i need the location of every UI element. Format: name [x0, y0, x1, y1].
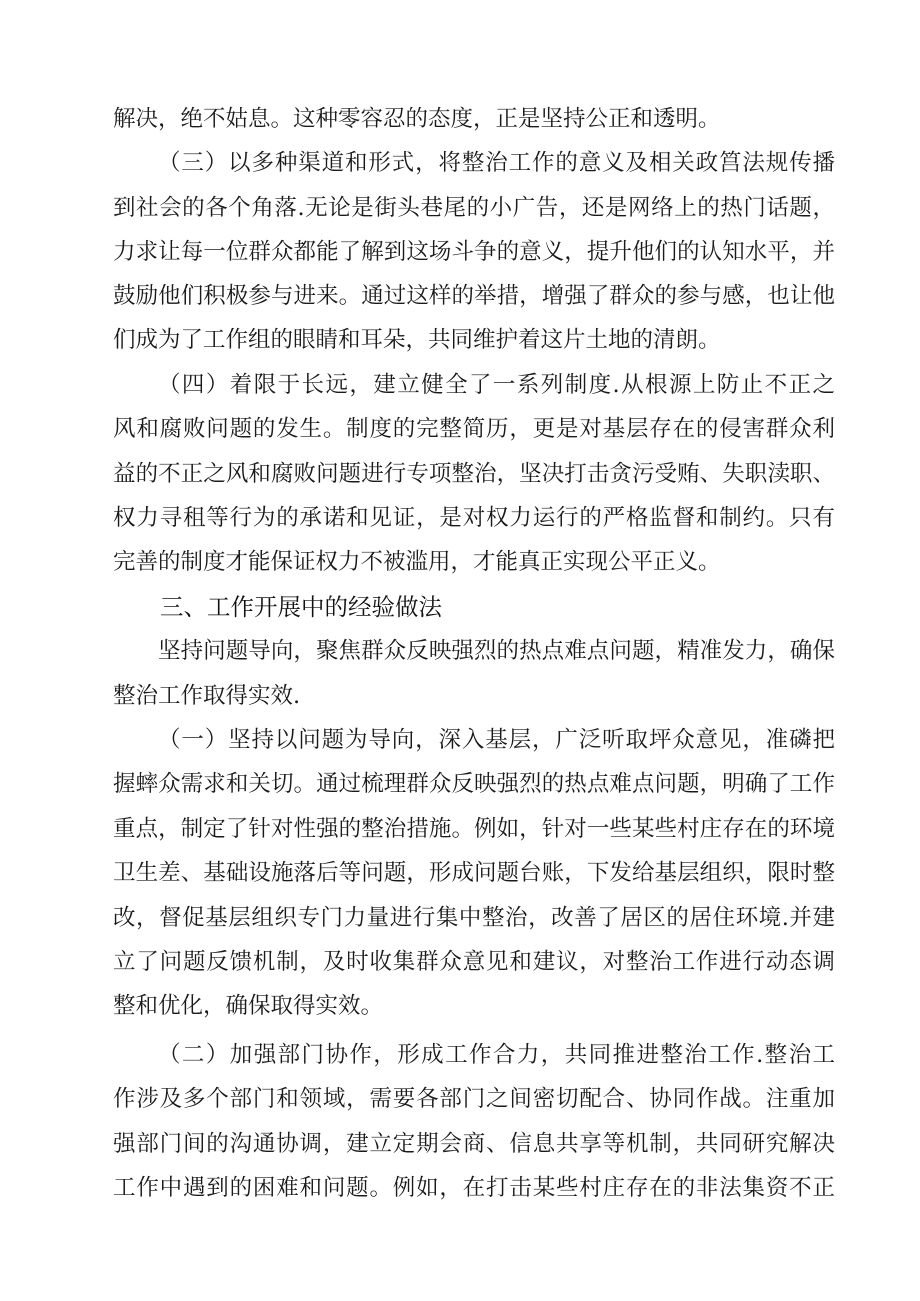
- text-line: 风和腐败问题的发生。制度的完整简历，更是对基层存在的侵害群众利: [113, 416, 835, 442]
- text-line: 改，督促基层组织专门力量进行集中整治，改善了居区的居住环境.并建: [113, 905, 835, 931]
- text-line: 卫生差、基础设施落后等问题，形成问题台账，下发给基层组织，限时整: [113, 860, 835, 886]
- paragraph-first-line: （三）以多种渠道和形式，将整治工作的意义及相关政筥法规传播: [158, 150, 835, 176]
- text-line: 力求让每一位群众都能了解到这场斗争的意义，提升他们的认知水平，并: [113, 239, 835, 265]
- paragraph-first-line: （四）着限于长远，建立健全了一系列制度.从根源上防止不正之: [158, 372, 835, 398]
- text-line: 强部门间的沟通协调，建立定期会商、信息共享等机制，共同研究解决: [113, 1131, 835, 1157]
- text-line: 权力寻租等行为的承诺和见证，是对权力运行的严格监督和制约。只有: [113, 505, 835, 531]
- text-line: 整和优化，确保取得实效。: [113, 993, 384, 1019]
- text-line: 们成为了工作组的眼睛和耳朵，共同维护着这片土地的清朗。: [113, 327, 721, 353]
- text-line: 鼓励他们积极参与进来。通过这样的举措，增强了群众的参与感，也让他: [113, 283, 835, 309]
- text-line: 重点，制定了针对性强的整治措施。例如，针对一些某些村庄存在的环境: [113, 816, 835, 842]
- paragraph-first-line: （一）坚持以问题为导向，深入基层，广泛听取坪众意见，准磷把: [158, 727, 835, 753]
- paragraph-first-line: （二）加强部门协作，形成工作合力，共同推进整治工作.整治工: [158, 1042, 835, 1068]
- text-line: 整治工作取得实效.: [113, 683, 301, 709]
- text-line: 立了问题反馈机制，及时收集群众意见和建议，对整治工作进行动态调: [113, 949, 835, 975]
- section-heading: 三、工作开展中的经验做法: [160, 593, 442, 621]
- text-line: 到社会的各个角落.无论是街头巷尾的小广告，还是网络上的热门话题，: [113, 195, 835, 221]
- text-line: 益的不正之风和腐败问题进行专项整治，坚决打击贪污受贿、失职渎职、: [113, 461, 835, 487]
- text-line: 作涉及多个部门和领域，需要各部门之间密切配合、协同作战。注重加: [113, 1086, 835, 1112]
- paragraph-first-line: 坚持问题导向，聚焦群众反映强烈的热点难点问题，精准发力，确保: [158, 638, 835, 664]
- text-line: 解决，绝不姑息。这种零容忍的态度，正是坚持公正和透明。: [113, 106, 721, 132]
- text-line: 完善的制度才能保证权力不被滥用，才能真正实现公平正义。: [113, 549, 721, 575]
- text-line: 工作中遇到的困难和问题。例如，在打击某些村庄存在的非法集资不正: [113, 1175, 835, 1201]
- text-line: 握蟀众需求和关切。通过梳理群众反映强烈的热点难点问题，明确了工作: [113, 771, 835, 797]
